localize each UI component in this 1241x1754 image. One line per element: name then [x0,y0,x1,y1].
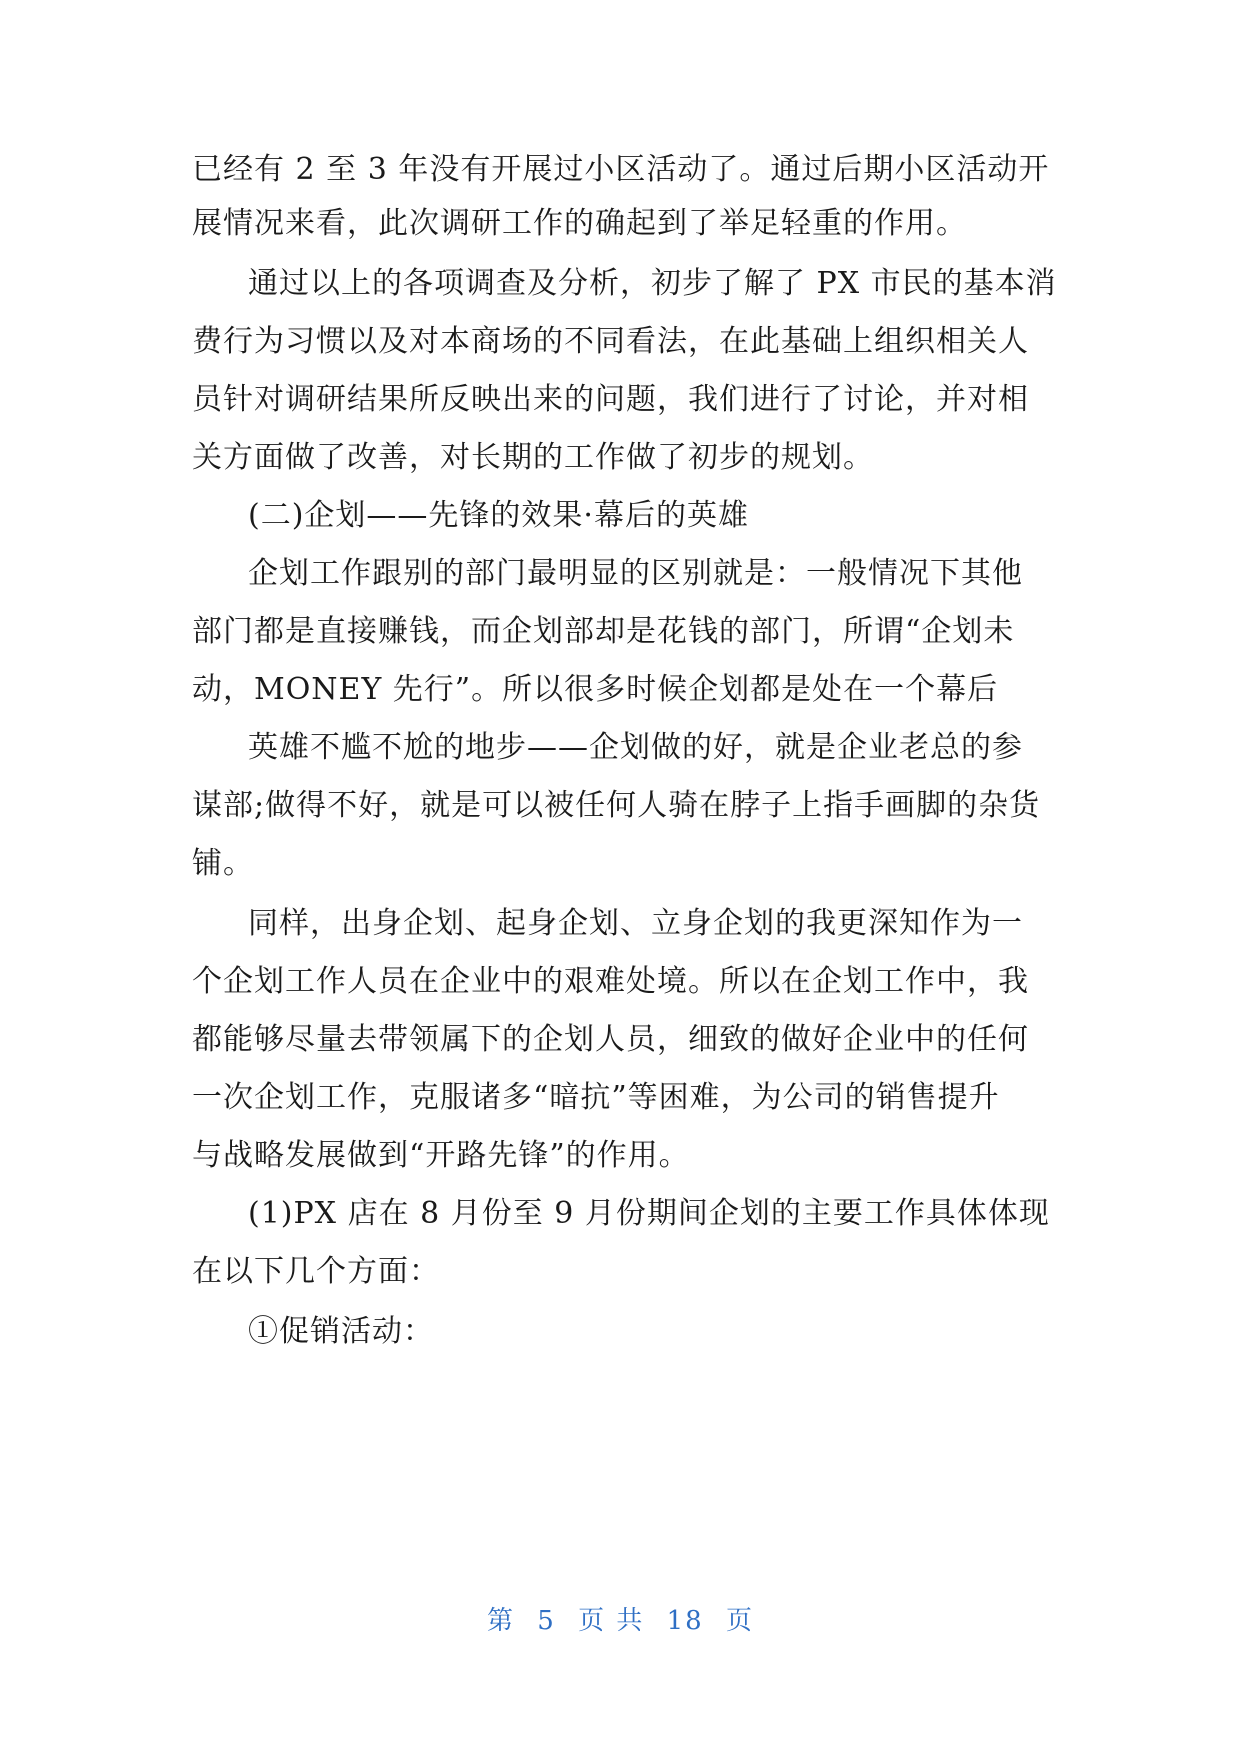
body-line: 已经有 2 至 3 年没有开展过小区活动了。通过后期小区活动开 [192,152,1050,187]
body-line: 同样，出身企划、起身企划、立身企划的我更深知作为一 [248,906,1023,941]
body-line: 关方面做了改善，对长期的工作做了初步的规划。 [192,440,874,475]
footer-page-number: 5 [537,1606,556,1636]
footer-total-pages: 18 [666,1606,704,1636]
body-line: (1)PX 店在 8 月份至 9 月份期间企划的主要工作具体体现 [248,1196,1050,1231]
body-line: 通过以上的各项调查及分析，初步了解了 PX 市民的基本消 [248,266,1057,301]
section-heading: (二)企划——先锋的效果·幕后的英雄 [248,498,749,533]
body-line: 个企划工作人员在企业中的艰难处境。所以在企划工作中，我 [192,964,1029,999]
page-footer [0,1600,1241,1637]
body-line: 员针对调研结果所反映出来的问题，我们进行了讨论，并对相 [192,382,1029,417]
body-line: 费行为习惯以及对本商场的不同看法，在此基础上组织相关人 [192,324,1029,359]
footer-mid: 页 共 [578,1606,645,1636]
body-line: 与战略发展做到“开路先锋”的作用。 [192,1138,690,1173]
footer-prefix: 第 [487,1606,516,1636]
body-line: 一次企划工作，克服诸多“暗抗”等困难，为公司的销售提升 [192,1080,1000,1115]
body-line: 在以下几个方面： [192,1254,440,1289]
body-line: 企划工作跟别的部门最明显的区别就是：一般情况下其他 [248,556,1023,591]
body-line: 都能够尽量去带领属下的企划人员，细致的做好企业中的任何 [192,1022,1029,1057]
body-line: 部门都是直接赚钱，而企划部却是花钱的部门，所谓“企划未 [192,614,1015,649]
body-line: ①促销活动： [248,1314,434,1349]
body-line: 展情况来看，此次调研工作的确起到了举足轻重的作用。 [192,206,967,241]
body-line: 英雄不尴不尬的地步——企划做的好，就是企业老总的参 [248,730,1023,765]
footer-suffix: 页 [725,1606,754,1636]
body-line: 铺。 [192,846,254,881]
body-line: 谋部;做得不好，就是可以被任何人骑在脖子上指手画脚的杂货 [192,788,1041,823]
body-line: 动，MONEY 先行”。所以很多时候企划都是处在一个幕后 [192,672,999,707]
